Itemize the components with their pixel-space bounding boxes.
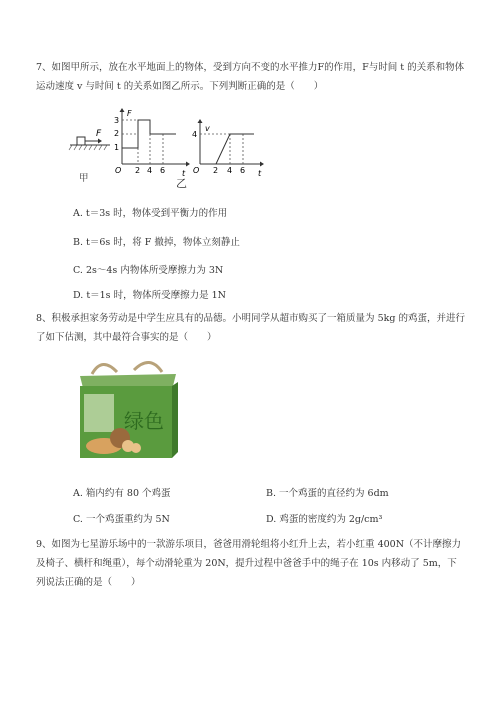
x-tick-4: 4 [147,166,153,175]
y-tick-3: 3 [114,116,120,125]
q7-option-d: D. t＝1s 时，物体所受摩擦力是 1N [73,290,226,301]
origin2-label: O [193,166,200,175]
q7-option-b: B. t＝6s 时，将 F 撤掉，物体立刻静止 [73,237,240,248]
egg-box-image [72,354,182,464]
q8-option-d: D. 鸡蛋的密度约为 2g/cm³ [266,514,383,525]
x-tick-6: 6 [160,166,166,175]
q8-option-b: B. 一个鸡蛋的直径约为 6dm [266,488,389,499]
q8-option-c: C. 一个鸡蛋重约为 5N [73,514,170,525]
t2-axis-label: t [258,169,262,178]
origin-label: O [115,166,122,175]
t-axis-label: t [182,169,186,178]
q8-option-a: A. 箱内约有 80 个鸡蛋 [73,488,171,499]
x2-tick-6: 6 [240,166,246,175]
v-tick-4: 4 [192,130,198,139]
velocity-curve [200,134,254,164]
x2-tick-4: 4 [227,166,233,175]
block-shape [77,137,85,145]
f-t-graph [112,106,192,180]
v-t-graph [190,118,270,180]
x2-tick-2: 2 [213,166,219,175]
figure-jia-label: 甲 [79,173,89,184]
question-7-text: 7、如图甲所示，放在水平地面上的物体，受到方向不变的水平推力F的作用，F与时间 t 的关系和物体运动速度 v 与时间 t 的关系如图乙所示。下列判断正确的是（ ） [36,62,465,92]
figure-yi-label: 乙 [176,177,187,190]
x-tick-2: 2 [135,166,141,175]
q7-option-c: C. 2s～4s 内物体所受摩擦力为 3N [73,265,224,276]
question-9-text: 9、如图为七星游乐场中的一款游乐项目，爸爸用滑轮组将小红升上去，若小红重 400N（不计摩擦力及椅子、横杆和绳重），每个动滑轮重为 20N，提升过程中爸爸手中的绳子在 10s 内移动了 5m，下列说法正确的是（ ） [36,539,462,588]
box-title: 绿色 [124,409,164,433]
q7-option-a: A. t＝3s 时，物体受到平衡力的作用 [73,208,228,219]
v-axis-label: v [205,124,210,133]
f-axis-label: F [127,109,132,118]
force-label: F [96,129,102,139]
y-tick-2: 2 [114,129,120,138]
question-8-text: 8、积极承担家务劳动是中学生应具有的品德。小明同学从超市购买了一箱质量为 5kg 的鸡蛋，并进行了如下估测，其中最符合事实的是（ ） [36,313,465,343]
y-tick-1: 1 [114,143,120,152]
figure-jia [68,122,118,182]
